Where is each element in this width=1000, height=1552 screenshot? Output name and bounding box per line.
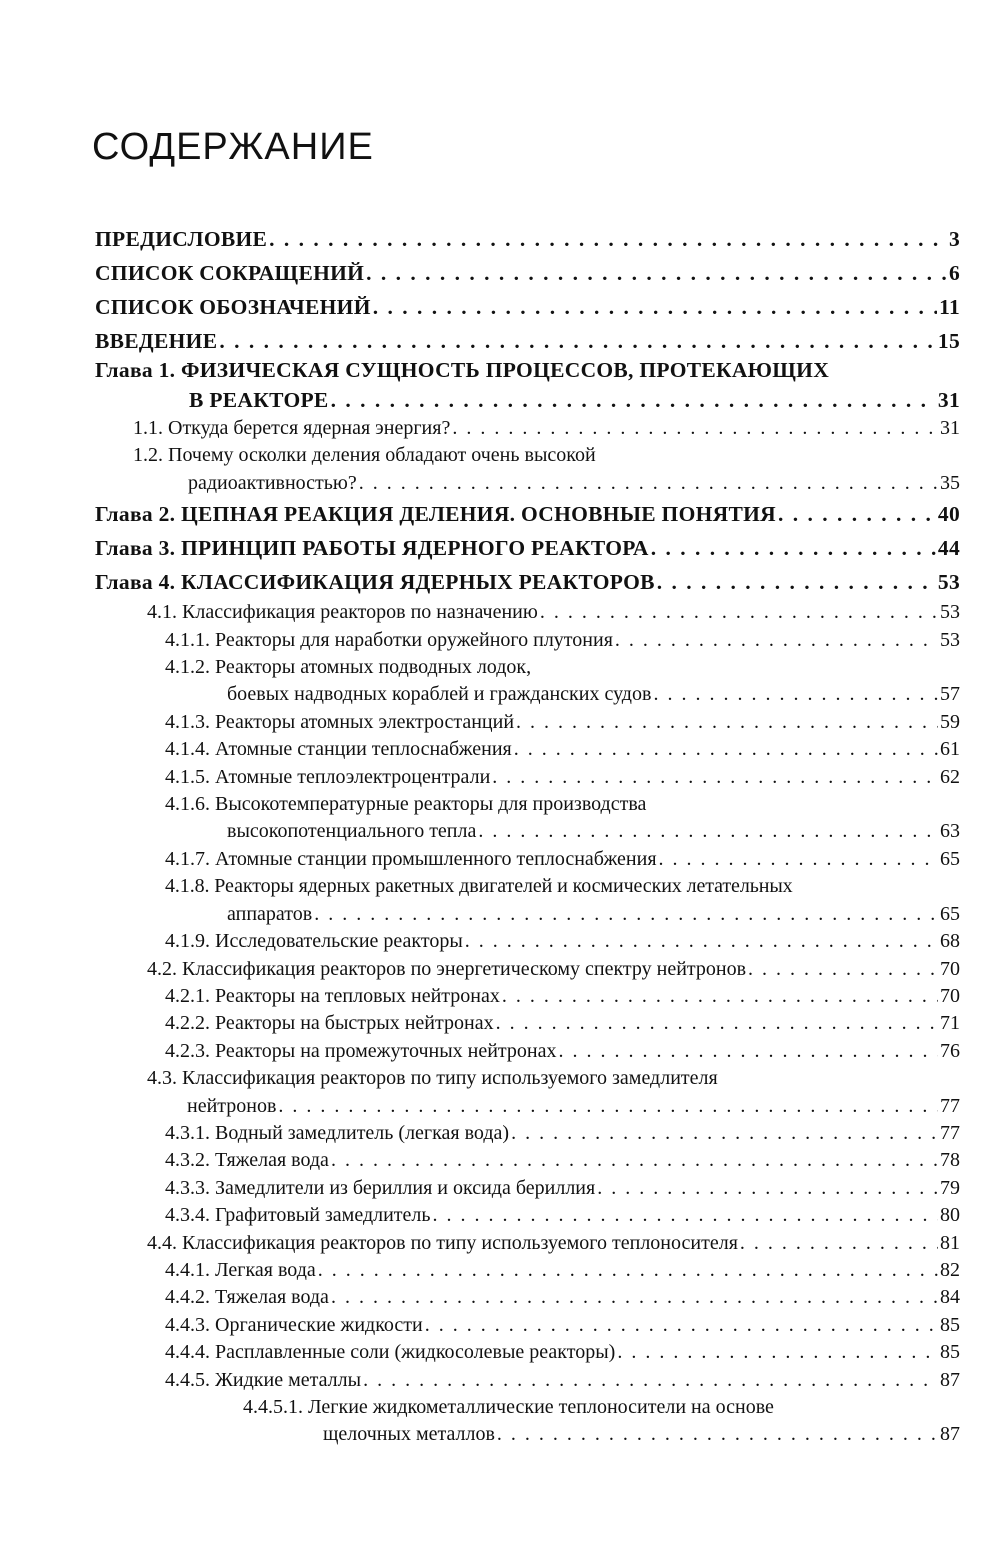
- toc-entry-title: Глава 4. КЛАССИФИКАЦИЯ ЯДЕРНЫХ РЕАКТОРОВ: [95, 570, 655, 595]
- toc-entry-title: 4.1.9. Исследовательские реакторы: [165, 930, 463, 953]
- toc-entry-page: 59: [940, 710, 960, 733]
- dot-leader: [269, 222, 947, 256]
- toc-entry-4-1-1[interactable]: [95, 627, 960, 654]
- toc-entry-page: 6: [948, 261, 960, 285]
- toc-entry-page: 80: [940, 1204, 960, 1227]
- toc-entry-page: 65: [940, 902, 960, 925]
- toc-entry-continuation: [95, 1421, 960, 1448]
- dot-leader: [558, 1038, 938, 1065]
- dot-leader: [659, 846, 938, 873]
- toc-entry-title: 4.3.4. Графитовый замедлитель: [165, 1204, 431, 1227]
- toc-entry-title-line1: 4.1.2. Реакторы атомных подводных лодок,: [165, 656, 532, 679]
- toc-entry-page: 70: [940, 957, 960, 980]
- toc-entry-title: 4.1.3. Реакторы атомных электростанций: [165, 710, 515, 733]
- toc-entry-4-1[interactable]: [95, 599, 960, 626]
- dot-leader: [465, 928, 938, 955]
- toc-entry-4-1-4[interactable]: [95, 736, 960, 763]
- toc-entry-page: 87: [940, 1423, 960, 1446]
- toc-entry-4-3[interactable]: [95, 1065, 960, 1120]
- dot-leader: [331, 1147, 938, 1174]
- toc-entry-page: 53: [940, 628, 960, 651]
- toc-entry-4-3-4[interactable]: [95, 1202, 960, 1229]
- toc-entry-1-2[interactable]: [95, 442, 960, 497]
- dot-leader: [778, 497, 936, 531]
- toc-entry-title-line2: радиоактивностью?: [188, 471, 357, 494]
- toc-entry-continuation: [95, 681, 960, 708]
- toc-entry-4-2-1[interactable]: [95, 983, 960, 1010]
- toc-entry-title: 4.1.4. Атомные станции теплоснабжения: [165, 738, 512, 761]
- dot-leader: [653, 681, 938, 708]
- dot-leader: [496, 1010, 938, 1037]
- toc-entry-continuation: [95, 385, 960, 415]
- toc-entry-4-4-3[interactable]: [95, 1312, 960, 1339]
- toc-entry-title-line2: нейтронов: [187, 1094, 277, 1117]
- toc-entry-title-line1: 4.4.5.1. Легкие жидкометаллические теплоносители на основе: [243, 1396, 774, 1418]
- toc-entry-title: СПИСОК ОБОЗНАЧЕНИЙ: [95, 295, 371, 319]
- toc-entry-continuation: [95, 901, 960, 928]
- toc-entry-title: 4.1.5. Атомные теплоэлектроцентрали: [165, 765, 491, 788]
- toc-entry-4-1-6[interactable]: [95, 791, 960, 846]
- dot-leader: [514, 736, 938, 763]
- toc-entry-title: СПИСОК СОКРАЩЕНИЙ: [95, 261, 365, 285]
- toc-entry-page: 44: [937, 536, 960, 561]
- toc-entry-continuation: [95, 1093, 960, 1120]
- toc-entry-page: 68: [940, 930, 960, 953]
- toc-entry-title: Глава 2. ЦЕПНАЯ РЕАКЦИЯ ДЕЛЕНИЯ. ОСНОВНЫЕ ПОНЯТИЯ: [95, 502, 776, 527]
- toc-entry-title: 4.3.3. Замедлители из бериллия и оксида бериллия: [165, 1176, 596, 1199]
- toc-entry-page: 79: [940, 1176, 960, 1199]
- dot-leader: [502, 983, 938, 1010]
- toc-entry-4-4-5[interactable]: [95, 1367, 960, 1394]
- toc-entry-4-3-1[interactable]: [95, 1120, 960, 1147]
- toc-entry-4-2[interactable]: [95, 956, 960, 983]
- toc-entry-title: 4.4. Классификация реакторов по типу используемого теплоносителя: [147, 1231, 738, 1254]
- dot-leader: [314, 901, 938, 928]
- toc-entry-4-2-2[interactable]: [95, 1010, 960, 1037]
- dot-leader: [373, 290, 937, 324]
- toc-entry-title: 4.4.2. Тяжелая вода: [165, 1286, 329, 1309]
- toc-entry-chapter-1[interactable]: [95, 355, 960, 415]
- toc-entry-title: 4.1. Классификация реакторов по назначению: [147, 601, 538, 624]
- toc-entry-title-line2: В РЕАКТОРЕ: [189, 388, 329, 412]
- toc-entry-page: 31: [937, 388, 960, 412]
- toc-entry-4-1-9[interactable]: [95, 928, 960, 955]
- dot-leader: [363, 1367, 938, 1394]
- dot-leader: [657, 565, 936, 599]
- dot-leader: [278, 1093, 938, 1120]
- dot-leader: [748, 956, 938, 983]
- dot-leader: [540, 599, 938, 626]
- toc-entry-title-line1: Глава 1. ФИЗИЧЕСКАЯ СУЩНОСТЬ ПРОЦЕССОВ, ПРОТЕКАЮЩИХ: [95, 358, 830, 382]
- toc-entry-title-line2: щелочных металлов: [323, 1423, 495, 1446]
- toc-entry-title: 4.1.1. Реакторы для наработки оружейного плутония: [165, 628, 613, 651]
- toc-entry-page: 15: [937, 329, 960, 353]
- toc-entry-continuation: [95, 470, 960, 497]
- toc-entry-page: 71: [940, 1012, 960, 1035]
- toc-entry-title: 4.2. Классификация реакторов по энергетическому спектру нейтронов: [147, 957, 747, 980]
- toc-entry-page: 82: [940, 1258, 960, 1281]
- toc-entry-title: 4.1.7. Атомные станции промышленного теплоснабжения: [165, 847, 657, 870]
- toc-entry-continuation: [95, 818, 960, 845]
- toc-entry-notation[interactable]: [95, 290, 960, 324]
- toc-entry-4-2-3[interactable]: [95, 1038, 960, 1065]
- dot-leader: [516, 709, 938, 736]
- dot-leader: [219, 324, 936, 358]
- toc-entry-title: Глава 3. ПРИНЦИП РАБОТЫ ЯДЕРНОГО РЕАКТОРА: [95, 536, 649, 561]
- toc-entry-title-line1: 1.2. Почему осколки деления обладают очень высокой: [133, 444, 596, 467]
- toc-entry-title: 1.1. Откуда берется ядерная энергия?: [133, 417, 451, 439]
- table-of-contents: [95, 222, 960, 1449]
- toc-entry-chapter-4[interactable]: [95, 565, 960, 599]
- dot-leader: [331, 385, 936, 415]
- page-title: СОДЕРЖАНИЕ: [92, 126, 374, 168]
- dot-leader: [651, 531, 936, 565]
- toc-entry-title: 4.2.2. Реакторы на быстрых нейтронах: [165, 1012, 494, 1035]
- toc-entry-page: 31: [940, 417, 960, 439]
- toc-entry-4-4-4[interactable]: [95, 1339, 960, 1366]
- toc-entry-title: 4.2.3. Реакторы на промежуточных нейтронах: [165, 1039, 557, 1062]
- toc-entry-page: 77: [940, 1121, 960, 1144]
- toc-entry-page: 61: [940, 738, 960, 761]
- dot-leader: [597, 1175, 938, 1202]
- toc-entry-title: 4.2.1. Реакторы на тепловых нейтронах: [165, 984, 500, 1007]
- toc-entry-page: 81: [940, 1231, 960, 1254]
- toc-entry-page: 85: [940, 1313, 960, 1336]
- toc-entry-page: 3: [948, 227, 960, 251]
- toc-entry-page: 78: [940, 1149, 960, 1172]
- toc-entry-page: 85: [940, 1341, 960, 1364]
- toc-entry-4-4-1[interactable]: [95, 1257, 960, 1284]
- toc-entry-title: 4.4.1. Легкая вода: [165, 1258, 316, 1281]
- dot-leader: [492, 764, 938, 791]
- dot-leader: [318, 1257, 938, 1284]
- toc-entry-page: 76: [940, 1039, 960, 1062]
- toc-entry-abbreviations[interactable]: [95, 256, 960, 290]
- dot-leader: [740, 1230, 938, 1257]
- toc-entry-4-1-2[interactable]: [95, 654, 960, 709]
- toc-entry-title-line1: 4.1.8. Реакторы ядерных ракетных двигателей и космических летательных: [165, 875, 793, 898]
- dot-leader: [452, 415, 938, 442]
- toc-entry-page: 77: [940, 1094, 960, 1117]
- dot-leader: [359, 470, 938, 497]
- dot-leader: [617, 1339, 938, 1366]
- dot-leader: [615, 627, 938, 654]
- toc-entry-title: 4.4.5. Жидкие металлы: [165, 1368, 362, 1391]
- toc-entry-4-4[interactable]: [95, 1230, 960, 1257]
- toc-entry-title-line2: аппаратов: [227, 902, 313, 925]
- toc-entry-page: 84: [940, 1286, 960, 1309]
- toc-entry-chapter-2[interactable]: [95, 497, 960, 531]
- toc-entry-title-line1: 4.3. Классификация реакторов по типу используемого замедлителя: [147, 1067, 718, 1090]
- dot-leader: [366, 256, 947, 290]
- toc-entry-title-line1: 4.1.6. Высокотемпературные реакторы для производства: [165, 793, 647, 816]
- toc-entry-title: 4.3.2. Тяжелая вода: [165, 1149, 329, 1172]
- toc-entry-4-1-8[interactable]: [95, 873, 960, 928]
- toc-entry-4-1-5[interactable]: [95, 764, 960, 791]
- toc-entry-chapter-3[interactable]: [95, 531, 960, 565]
- toc-entry-4-1-7[interactable]: [95, 846, 960, 873]
- toc-entry-title: 4.3.1. Водный замедлитель (легкая вода): [165, 1121, 510, 1144]
- toc-entry-page: 11: [939, 295, 960, 319]
- toc-entry-page: 62: [940, 765, 960, 788]
- toc-entry-page: 70: [940, 984, 960, 1007]
- toc-entry-page: 53: [940, 601, 960, 624]
- dot-leader: [433, 1202, 938, 1229]
- toc-entry-page: 53: [937, 570, 960, 595]
- toc-entry-4-1-3[interactable]: [95, 709, 960, 736]
- toc-entry-title-line2: боевых надводных кораблей и гражданских судов: [227, 683, 652, 706]
- toc-entry-introduction[interactable]: [95, 324, 960, 358]
- dot-leader: [331, 1284, 938, 1311]
- toc-entry-title: ПРЕДИСЛОВИЕ: [95, 227, 268, 251]
- dot-leader: [511, 1120, 938, 1147]
- toc-entry-title: 4.4.3. Органические жидкости: [165, 1313, 423, 1336]
- toc-entry-4-4-5-1[interactable]: [95, 1394, 960, 1449]
- toc-entry-page: 57: [940, 683, 960, 706]
- toc-entry-title: ВВЕДЕНИЕ: [95, 329, 218, 353]
- dot-leader: [478, 818, 938, 845]
- dot-leader: [425, 1312, 938, 1339]
- toc-entry-page: 65: [940, 847, 960, 870]
- toc-entry-page: 35: [940, 471, 960, 494]
- toc-entry-page: 87: [940, 1368, 960, 1391]
- toc-entry-1-1[interactable]: [95, 415, 960, 442]
- toc-entry-page: 40: [937, 502, 960, 527]
- toc-entry-preface[interactable]: [95, 222, 960, 256]
- toc-entry-page: 63: [940, 820, 960, 843]
- toc-entry-title: 4.4.4. Расплавленные соли (жидкосолевые реакторы): [165, 1341, 616, 1364]
- toc-entry-title-line2: высокопотенциального тепла: [227, 820, 477, 843]
- toc-entry-4-4-2[interactable]: [95, 1284, 960, 1311]
- toc-entry-4-3-2[interactable]: [95, 1147, 960, 1174]
- toc-entry-4-3-3[interactable]: [95, 1175, 960, 1202]
- dot-leader: [497, 1421, 938, 1448]
